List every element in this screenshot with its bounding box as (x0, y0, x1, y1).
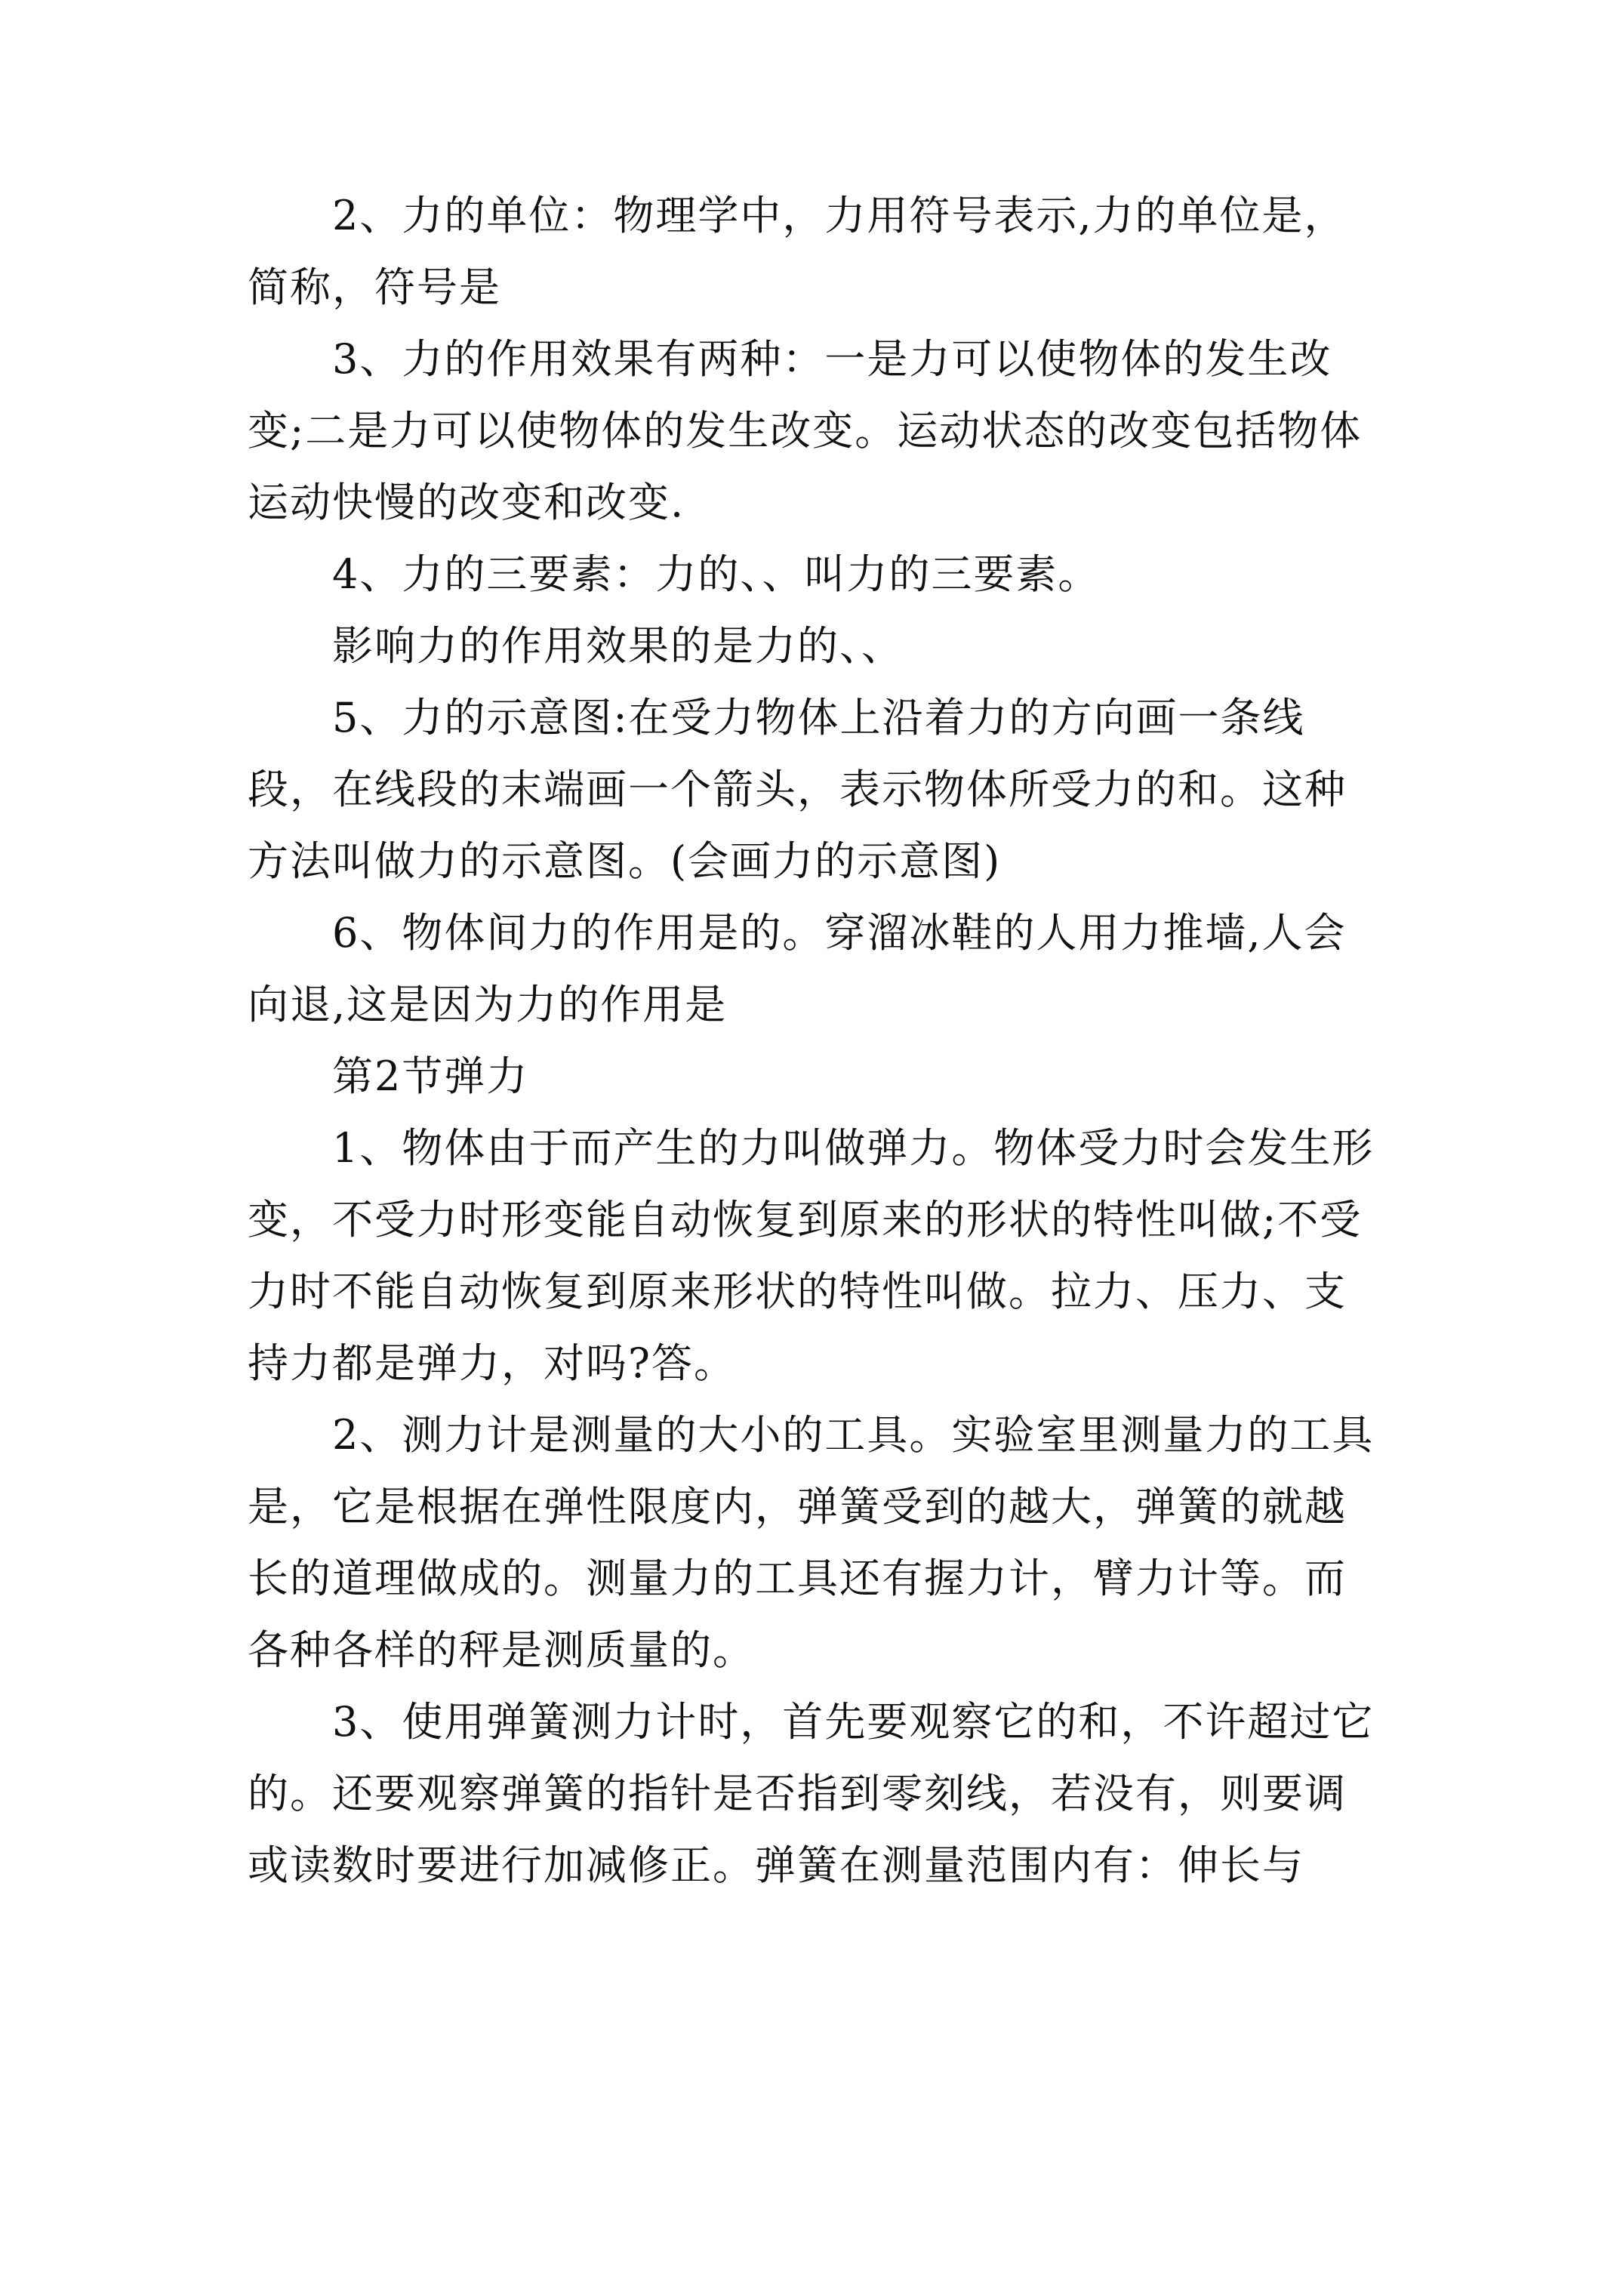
paragraph-elastic-force-definition: 1、物体由于而产生的力叫做弹力。物体受力时会发生形变，不受力时形变能自动恢复到原来的形状的特性叫做;不受力时不能自动恢复到原来形状的特性叫做。拉力、压力、支持力都是弹力，对吗?答。 (248, 1124, 1375, 1387)
paragraph-mutual-force: 6、物体间力的作用是的。穿溜冰鞋的人用力推墙,人会向退,这是因为力的作用是 (248, 909, 1347, 1028)
paragraph-effect-factors: 影响力的作用效果的是力的、、 (332, 622, 904, 670)
paragraph-spring-scale-usage: 3、使用弹簧测力计时，首先要观察它的和，不许超过它的。还要观察弹簧的指针是否指到零刻线，若没有，则要调或读数时要进行加减修正。弹簧在测量范围内有：伸长与 (248, 1698, 1375, 1889)
paragraph-force-effects: 3、力的作用效果有两种：一是力可以使物体的发生改变;二是力可以使物体的发生改变。运动状态的改变包括物体运动快慢的改变和改变. (248, 335, 1363, 526)
section-heading-elastic-force: 第2节弹力 (332, 1052, 529, 1100)
paragraph-dynamometer: 2、测力计是测量的大小的工具。实验室里测量力的工具是，它是根据在弹性限度内，弹簧受到的越大，弹簧的就越长的道理做成的。测量力的工具还有握力计，臂力计等。而各种各样的秤是测质量的。 (248, 1411, 1375, 1674)
paragraph-three-elements: 4、力的三要素：力的、、叫力的三要素。 (332, 550, 1101, 598)
paragraph-force-unit: 2、力的单位：物理学中，力用符号表示,力的单位是，简称，符号是 (248, 192, 1347, 311)
document-body (248, 180, 1380, 1901)
paragraph-force-diagram: 5、力的示意图:在受力物体上沿着力的方向画一条线段，在线段的末端画一个箭头，表示物体所受力的和。这种方法叫做力的示意图。(会画力的示意图) (248, 694, 1347, 885)
